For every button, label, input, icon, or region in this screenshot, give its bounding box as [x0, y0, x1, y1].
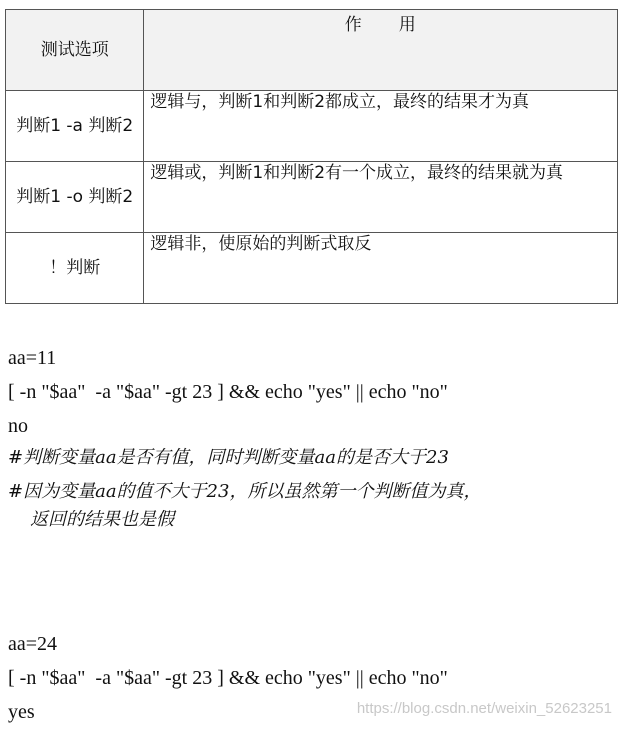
description-cell: 逻辑非，使原始的判断式取反	[144, 233, 618, 304]
option-cell: 判断1 -a 判断2	[6, 91, 144, 162]
option-cell: ！判断	[6, 233, 144, 304]
comment-line: #判断变量aa是否有值，同时判断变量aa的是否大于23	[8, 447, 449, 468]
output-line: no	[8, 415, 28, 437]
comment-line: #因为变量aa的值不大于23，所以虽然第一个判断值为真，	[8, 481, 482, 502]
operator-table	[5, 9, 618, 304]
table-row	[6, 233, 618, 304]
output-line: yes	[8, 701, 35, 723]
comment-line: 返回的结果也是假	[30, 509, 174, 530]
watermark: https://blog.csdn.net/weixin_52623251	[356, 700, 612, 717]
code-line: aa=24	[8, 633, 58, 655]
code-line: [ -n "$aa" -a "$aa" -gt 23 ] && echo "yes" || echo "no"	[8, 667, 448, 689]
table-row	[6, 162, 618, 233]
header-test-option: 测试选项	[6, 10, 144, 91]
code-line: aa=11	[8, 347, 57, 369]
code-line: [ -n "$aa" -a "$aa" -gt 23 ] && echo "yes" || echo "no"	[8, 381, 448, 403]
comment-block	[8, 478, 481, 534]
table-row	[6, 91, 618, 162]
description-cell: 逻辑与，判断1和判断2都成立，最终的结果才为真	[144, 91, 618, 162]
table-header-row	[6, 10, 618, 91]
option-cell: 判断1 -o 判断2	[6, 162, 144, 233]
header-function: 作 用	[144, 10, 618, 91]
description-cell: 逻辑或，判断1和判断2有一个成立，最终的结果就为真	[144, 162, 618, 233]
